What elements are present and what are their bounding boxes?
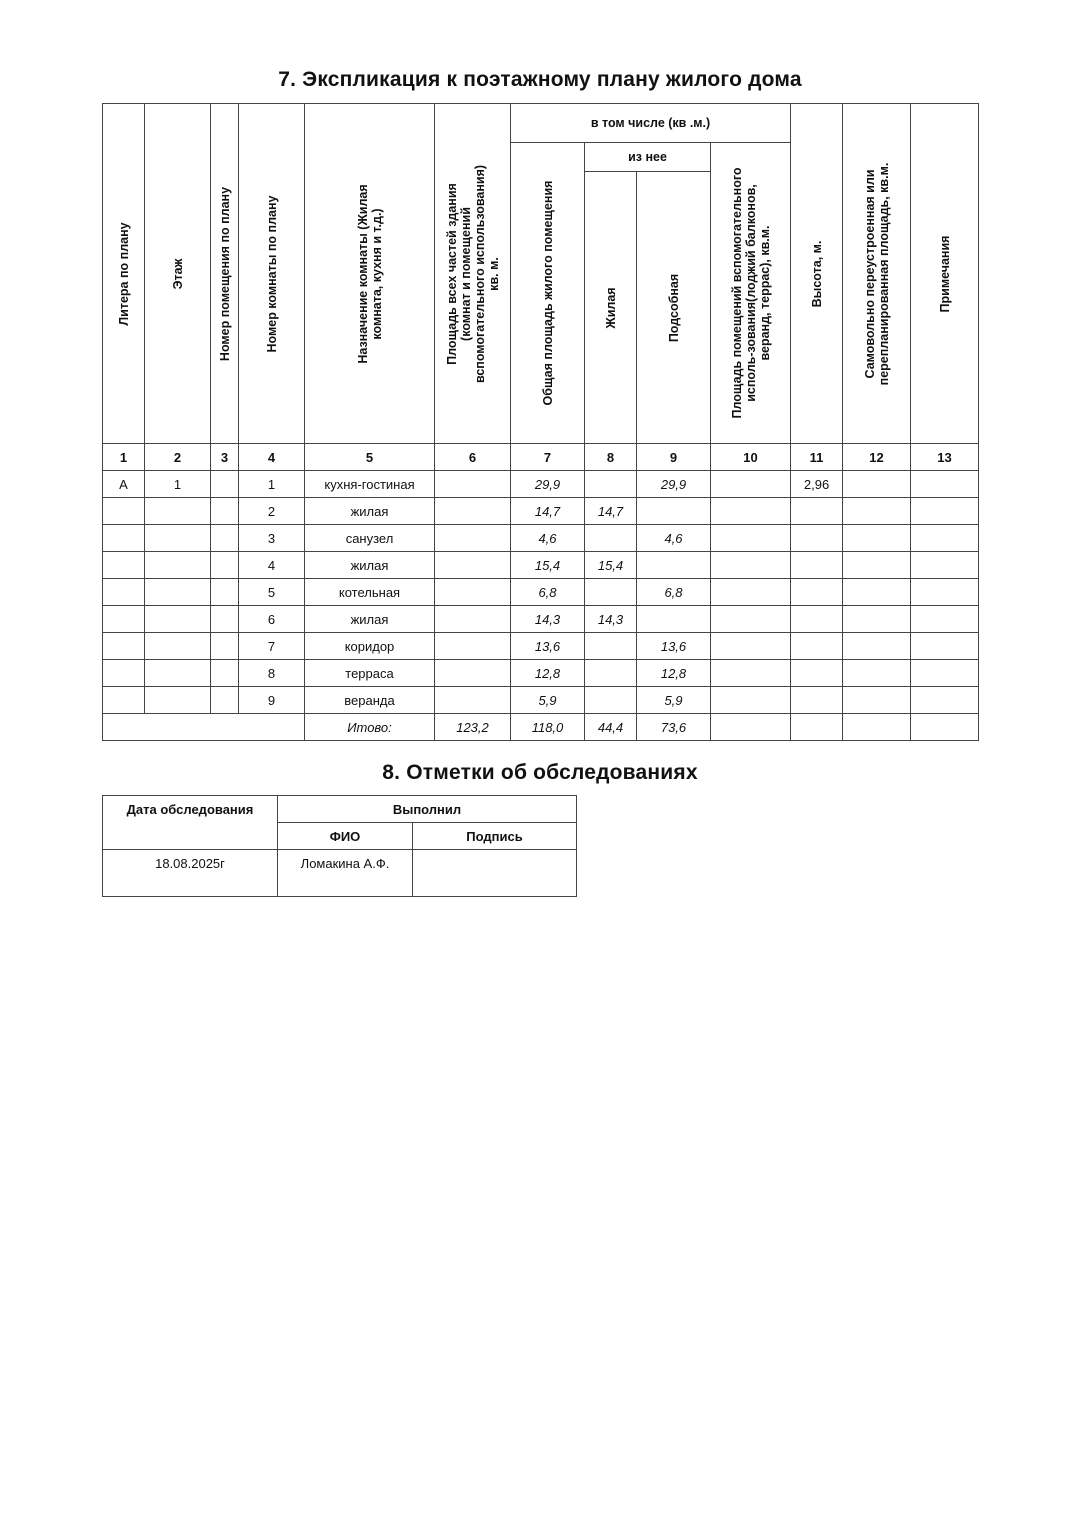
table-cell: 14,7 xyxy=(511,498,585,525)
table-cell xyxy=(843,660,911,687)
table-cell xyxy=(711,471,791,498)
inspection-fio-header: ФИО xyxy=(278,823,413,850)
col-number: 6 xyxy=(435,444,511,471)
table-row xyxy=(103,687,979,714)
table-cell xyxy=(791,660,843,687)
table-cell xyxy=(637,552,711,579)
table-cell xyxy=(103,525,145,552)
col-number: 4 xyxy=(239,444,305,471)
table-cell: 14,7 xyxy=(585,498,637,525)
table-cell xyxy=(435,606,511,633)
table-row xyxy=(103,498,979,525)
table-cell: 5,9 xyxy=(637,687,711,714)
table-cell: 2,96 xyxy=(791,471,843,498)
table-cell xyxy=(585,633,637,660)
table-cell xyxy=(911,687,979,714)
table-cell xyxy=(911,660,979,687)
table-cell xyxy=(711,606,791,633)
header-komnata: Номер комнаты по плану xyxy=(239,104,305,444)
table-cell xyxy=(103,579,145,606)
table-cell xyxy=(435,687,511,714)
table-row xyxy=(103,471,979,498)
table-cell xyxy=(103,633,145,660)
table-cell: 12,8 xyxy=(511,660,585,687)
table-cell xyxy=(211,471,239,498)
col-number: 12 xyxy=(843,444,911,471)
table-cell: 29,9 xyxy=(637,471,711,498)
table-cell: 14,3 xyxy=(585,606,637,633)
table-cell xyxy=(211,552,239,579)
header-iz-nee: из нее xyxy=(585,143,711,172)
table-cell: 14,3 xyxy=(511,606,585,633)
header-ploshchad-vseh: Площадь всех частей здания (комнат и помещений вспомогательного использования) кв. м. xyxy=(435,104,511,444)
table-cell xyxy=(145,498,211,525)
section8-title: 8. Отметки об обследованиях xyxy=(382,761,698,784)
section7-title: 7. Экспликация к поэтажному плану жилого дома xyxy=(278,68,802,91)
explication-table xyxy=(102,103,979,741)
table-cell: 9 xyxy=(239,687,305,714)
header-v-tom-chisle: в том числе (кв .м.) xyxy=(511,104,791,143)
table-cell xyxy=(843,606,911,633)
table-cell xyxy=(791,606,843,633)
inspection-table xyxy=(102,795,577,897)
table-cell xyxy=(843,687,911,714)
col-number: 10 xyxy=(711,444,791,471)
table-cell: котельная xyxy=(305,579,435,606)
table-cell xyxy=(911,525,979,552)
table-cell xyxy=(145,687,211,714)
table-cell xyxy=(103,606,145,633)
header-samovolno: Самовольно переустроенная или перепланированная площадь, кв.м. xyxy=(843,104,911,444)
table-cell: коридор xyxy=(305,633,435,660)
header-pomeshchenie-num: Номер помещения по плану xyxy=(211,104,239,444)
header-primechaniya: Примечания xyxy=(911,104,979,444)
table-cell xyxy=(843,552,911,579)
table-cell xyxy=(103,660,145,687)
table-cell: 5 xyxy=(239,579,305,606)
table-cell xyxy=(435,660,511,687)
table-cell xyxy=(791,633,843,660)
table-cell xyxy=(711,687,791,714)
col-number: 13 xyxy=(911,444,979,471)
table-cell xyxy=(211,579,239,606)
table-cell xyxy=(103,552,145,579)
table-cell: 2 xyxy=(239,498,305,525)
table-cell xyxy=(435,552,511,579)
col-number: 1 xyxy=(103,444,145,471)
table-cell xyxy=(911,552,979,579)
total-empty xyxy=(711,714,791,741)
header-zhilaya: Жилая xyxy=(585,172,637,444)
table-cell xyxy=(103,687,145,714)
table-cell xyxy=(435,525,511,552)
table-cell xyxy=(211,606,239,633)
table-cell xyxy=(211,633,239,660)
header-litera: Литера по плану xyxy=(103,104,145,444)
table-cell xyxy=(911,633,979,660)
col-number: 2 xyxy=(145,444,211,471)
column-numbers-row xyxy=(103,444,979,471)
header-obshchaya: Общая площадь жилого помещения xyxy=(511,143,585,444)
inspection-signature-header: Подпись xyxy=(413,823,577,850)
table-cell xyxy=(211,660,239,687)
table-cell xyxy=(911,579,979,606)
table-cell: жилая xyxy=(305,606,435,633)
total-empty xyxy=(911,714,979,741)
table-cell xyxy=(711,633,791,660)
table-cell xyxy=(637,498,711,525)
table-cell xyxy=(843,633,911,660)
inspection-date-header: Дата обследования xyxy=(103,796,278,850)
total-empty xyxy=(103,714,305,741)
table-cell xyxy=(911,498,979,525)
col-number: 9 xyxy=(637,444,711,471)
table-cell xyxy=(791,552,843,579)
total-empty xyxy=(843,714,911,741)
table-cell xyxy=(585,525,637,552)
table-cell xyxy=(211,498,239,525)
total-auxiliary: 73,6 xyxy=(637,714,711,741)
header-etazh: Этаж xyxy=(145,104,211,444)
total-living-area: 118,0 xyxy=(511,714,585,741)
col-number: 7 xyxy=(511,444,585,471)
table-cell: 4,6 xyxy=(511,525,585,552)
table-cell: 15,4 xyxy=(585,552,637,579)
table-cell xyxy=(435,633,511,660)
total-living: 44,4 xyxy=(585,714,637,741)
table-cell xyxy=(791,498,843,525)
table-cell: А xyxy=(103,471,145,498)
table-cell xyxy=(791,579,843,606)
table-row xyxy=(103,660,979,687)
table-cell xyxy=(843,579,911,606)
table-cell: 7 xyxy=(239,633,305,660)
table-cell xyxy=(911,606,979,633)
table-cell xyxy=(211,525,239,552)
table-cell xyxy=(103,498,145,525)
table-cell xyxy=(791,687,843,714)
table-cell: 1 xyxy=(145,471,211,498)
table-cell: 12,8 xyxy=(637,660,711,687)
inspection-signature xyxy=(413,850,577,897)
table-cell xyxy=(711,498,791,525)
table-cell xyxy=(585,687,637,714)
table-cell xyxy=(145,525,211,552)
table-cell: 13,6 xyxy=(637,633,711,660)
table-cell xyxy=(435,471,511,498)
table-cell xyxy=(145,552,211,579)
header-naznachenie: Назначение комнаты (Жилая комната, кухня и т.д.) xyxy=(305,104,435,444)
total-label: Итово: xyxy=(305,714,435,741)
col-number: 3 xyxy=(211,444,239,471)
inspection-performed-header: Выполнил xyxy=(278,796,577,823)
table-cell: терраса xyxy=(305,660,435,687)
table-cell xyxy=(585,660,637,687)
total-empty xyxy=(791,714,843,741)
total-area-all: 123,2 xyxy=(435,714,511,741)
table-cell xyxy=(585,471,637,498)
table-cell xyxy=(145,606,211,633)
table-cell xyxy=(843,498,911,525)
table-cell: санузел xyxy=(305,525,435,552)
table-row xyxy=(103,633,979,660)
table-cell: 1 xyxy=(239,471,305,498)
table-cell xyxy=(435,498,511,525)
table-cell xyxy=(585,579,637,606)
table-cell xyxy=(435,579,511,606)
col-number: 5 xyxy=(305,444,435,471)
table-cell xyxy=(711,525,791,552)
total-row xyxy=(103,714,979,741)
table-cell xyxy=(145,660,211,687)
table-row xyxy=(103,552,979,579)
table-cell: кухня-гостиная xyxy=(305,471,435,498)
header-podsobnaya: Подсобная xyxy=(637,172,711,444)
table-cell: 3 xyxy=(239,525,305,552)
col-number: 8 xyxy=(585,444,637,471)
table-cell: 4,6 xyxy=(637,525,711,552)
table-row xyxy=(103,579,979,606)
table-cell: веранда xyxy=(305,687,435,714)
table-cell: 4 xyxy=(239,552,305,579)
table-cell: 5,9 xyxy=(511,687,585,714)
table-cell xyxy=(145,579,211,606)
table-cell: жилая xyxy=(305,552,435,579)
table-cell: 13,6 xyxy=(511,633,585,660)
table-cell xyxy=(637,606,711,633)
table-cell: жилая xyxy=(305,498,435,525)
table-row xyxy=(103,606,979,633)
table-cell: 6,8 xyxy=(511,579,585,606)
table-cell xyxy=(711,552,791,579)
inspection-fio: Ломакина А.Ф. xyxy=(278,850,413,897)
table-cell xyxy=(711,579,791,606)
table-cell: 6,8 xyxy=(637,579,711,606)
inspection-date: 18.08.2025г xyxy=(103,850,278,897)
table-cell xyxy=(911,471,979,498)
table-row xyxy=(103,525,979,552)
table-cell: 6 xyxy=(239,606,305,633)
table-cell: 29,9 xyxy=(511,471,585,498)
header-vysota: Высота, м. xyxy=(791,104,843,444)
table-cell xyxy=(791,525,843,552)
table-cell xyxy=(145,633,211,660)
table-cell xyxy=(711,660,791,687)
table-cell: 15,4 xyxy=(511,552,585,579)
table-cell: 8 xyxy=(239,660,305,687)
table-cell xyxy=(211,687,239,714)
header-vspomogat: Площадь помещений вспомогательного исполь-зования(лоджий балконов, веранд, террас), кв.м. xyxy=(711,143,791,444)
col-number: 11 xyxy=(791,444,843,471)
table-cell xyxy=(843,525,911,552)
table-cell xyxy=(843,471,911,498)
